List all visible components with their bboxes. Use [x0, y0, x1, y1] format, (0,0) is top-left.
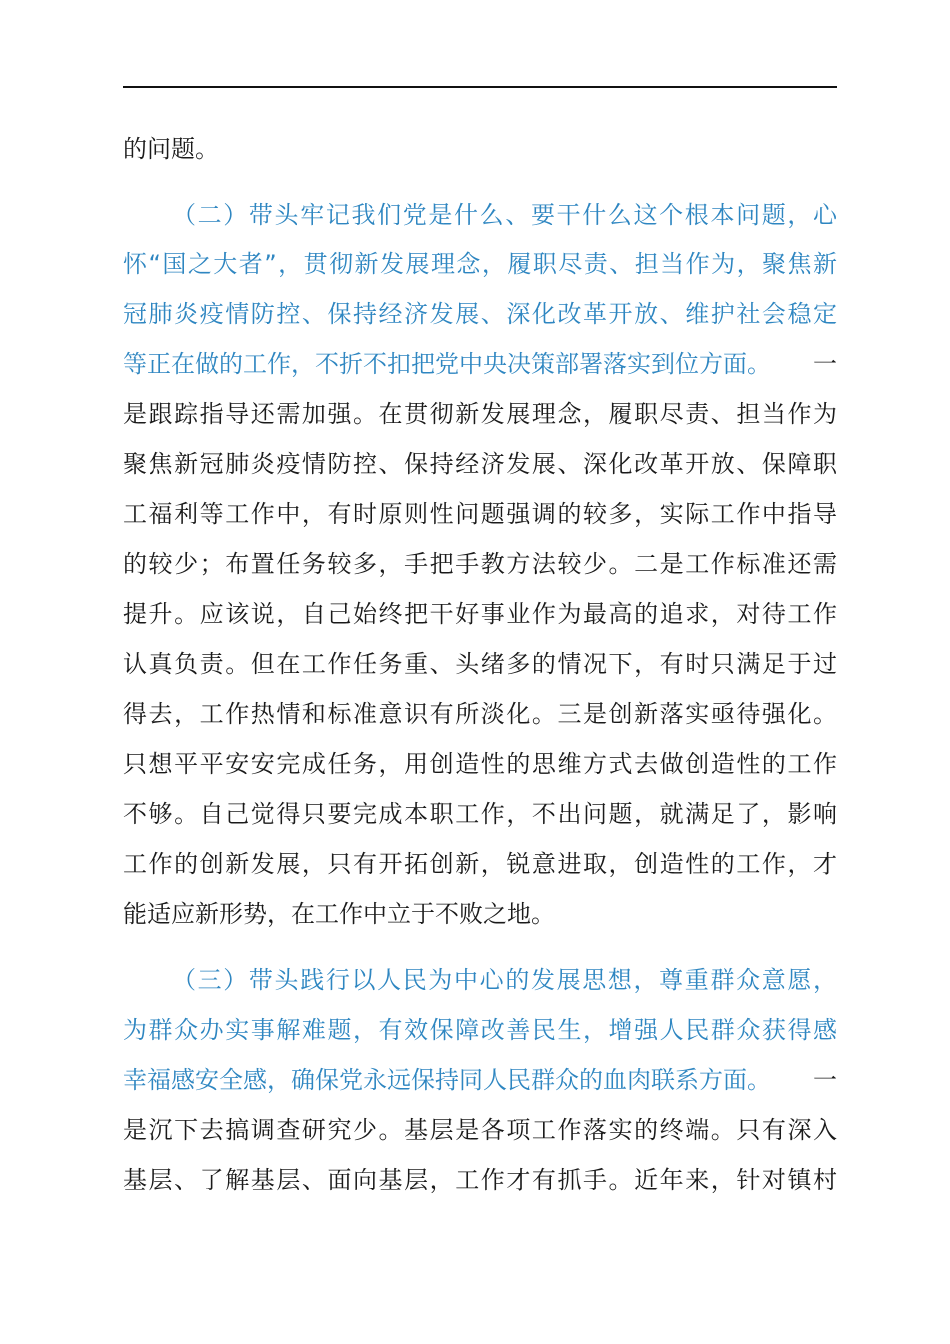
text-line: 工福利等工作中，有时原则性问题强调的较多，实际工作中指导 [123, 500, 837, 528]
text-line: 提升。应该说，自己始终把干好事业作为最高的追求，对待工作 [123, 600, 837, 628]
section-heading-line: （二）带头牢记我们党是什么、要干什么这个根本问题，心 [172, 201, 837, 229]
text-line: 是沉下去搞调查研究少。基层是各项工作落实的终端。只有深入 [123, 1116, 837, 1144]
text-line: 工作的创新发展，只有开拓创新，锐意进取，创造性的工作，才 [123, 850, 837, 878]
text-line: 聚焦新冠肺炎疫情防控、保持经济发展、深化改革开放、保障职 [123, 450, 837, 478]
section-heading-line: 为群众办实事解难题，有效保障改善民生，增强人民群众获得感 [123, 1016, 837, 1044]
text-fragment: 一 [813, 350, 837, 378]
mixed-line [123, 1062, 837, 1098]
text-line: 能适应新形势，在工作中立于不败之地。 [123, 900, 555, 928]
section-heading-tail: 幸福感安全感，确保党永远保持同人民群众的血肉联系方面。 [123, 1066, 771, 1094]
section-heading-line: 冠肺炎疫情防控、保持经济发展、深化改革开放、维护社会稳定 [123, 300, 837, 328]
section-heading-line: 怀“国之大者”，贯彻新发展理念，履职尽责、担当作为，聚焦新 [123, 250, 837, 278]
section-heading-tail: 等正在做的工作，不折不扣把党中央决策部署落实到位方面。 [123, 350, 771, 378]
text-line: 认真负责。但在工作任务重、头绪多的情况下，有时只满足于过 [123, 650, 837, 678]
text-line: 是跟踪指导还需加强。在贯彻新发展理念，履职尽责、担当作为 [123, 400, 837, 428]
text-fragment: 一 [813, 1066, 837, 1094]
section-heading-line: （三）带头践行以人民为中心的发展思想，尊重群众意愿， [172, 966, 837, 994]
text-line: 的较少；布置任务较多，手把手教方法较少。二是工作标准还需 [123, 550, 837, 578]
text-line: 得去，工作热情和标准意识有所淡化。三是创新落实亟待强化。 [123, 700, 837, 728]
text-line: 基层、了解基层、面向基层，工作才有抓手。近年来，针对镇村 [123, 1166, 837, 1194]
text-line: 只想平平安安完成任务，用创造性的思维方式去做创造性的工作 [123, 750, 837, 778]
header-rule [123, 86, 837, 88]
mixed-line [123, 346, 837, 382]
text-line: 不够。自己觉得只要完成本职工作，不出问题，就满足了，影响 [123, 800, 837, 828]
text-line: 的问题。 [123, 135, 219, 163]
